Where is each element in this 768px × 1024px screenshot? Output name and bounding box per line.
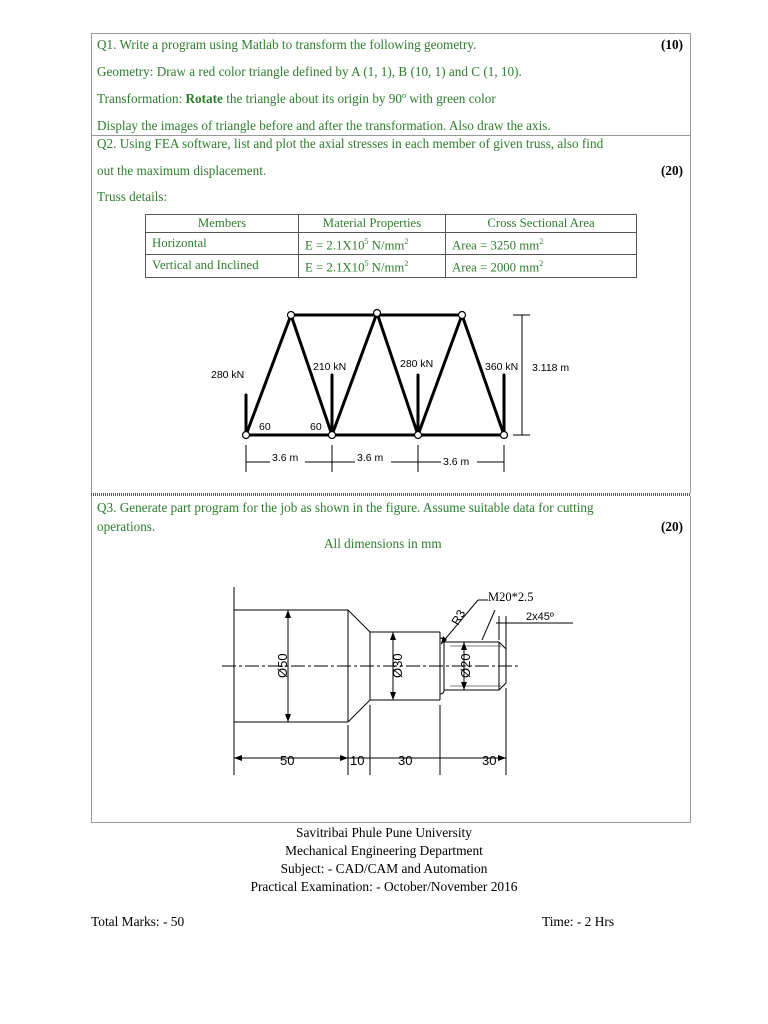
q2-divider (91, 493, 691, 496)
length-label: 10 (350, 753, 365, 768)
q1-marks: (10) (661, 37, 683, 52)
shaft-drawing (220, 580, 580, 780)
q1-line3: Transformation: Rotate the triangle about its origin by 90º with green color (97, 91, 496, 106)
height-label: 3.118 m (532, 362, 570, 374)
q2-line2: out the maximum displacement. (97, 163, 267, 178)
load-label: 280 kN (400, 358, 434, 370)
span-label: 3.6 m (443, 456, 470, 468)
thread-label: M20*2.5 (488, 590, 534, 604)
footer-subject: Subject: - CAD/CAM and Automation (280, 861, 488, 876)
table-cell: Area = 2000 $mm^2$ (446, 255, 637, 277)
table-row (146, 255, 637, 277)
q3-units-note: All dimensions in mm (324, 536, 442, 551)
table-header-row (146, 215, 637, 233)
q3-marks: (20) (661, 519, 683, 534)
table-header: Cross Sectional Area (446, 215, 637, 233)
footer-exam: Practical Examination: - October/November 2016 (250, 879, 518, 894)
q3-line2: operations. (97, 519, 156, 534)
table-cell: Area = 3250 $mm^2$ (446, 233, 637, 255)
truss-diagram (195, 300, 595, 480)
q3-line1: Q3. Generate part program for the job as shown in the figure. Assume suitable data for cutting (97, 500, 594, 515)
length-label: 50 (280, 753, 295, 768)
table-header: Material Properties (299, 215, 446, 233)
span-label: 3.6 m (272, 452, 299, 464)
diameter-label: Ø20 (458, 653, 473, 678)
table-row (146, 233, 637, 255)
diameter-label: Ø50 (275, 653, 290, 678)
exam-time: Time: - 2 Hrs (542, 914, 615, 929)
diameter-label: Ø30 (390, 653, 405, 678)
length-label: 30 (482, 753, 497, 768)
q2-line3: Truss details: (97, 189, 168, 204)
q1-line1: Q1. Write a program using Matlab to transform the following geometry. (97, 37, 477, 52)
footer-university: Savitribai Phule Pune University (296, 825, 472, 840)
chamfer-label: 2x45º (526, 611, 554, 623)
truss-details-table (145, 214, 637, 278)
load-label: 360 kN (485, 361, 519, 373)
total-marks: Total Marks: - 50 (91, 914, 185, 929)
q1-line2: Geometry: Draw a red color triangle defined by A (1, 1), B (10, 1) and C (1, 10). (97, 64, 522, 79)
load-label: 280 kN (211, 369, 245, 381)
radius-label: R3 (448, 607, 469, 628)
footer-department: Mechanical Engineering Department (285, 843, 483, 858)
angle-label: 60 (310, 421, 322, 433)
q2-marks: (20) (661, 163, 683, 178)
table-cell: $E = 2.1X10^5$ $N/mm^2$ (299, 255, 446, 277)
angle-label: 60 (259, 421, 271, 433)
q2-line1: Q2. Using FEA software, list and plot the axial stresses in each member of given truss, also find (97, 136, 604, 151)
table-cell: Horizontal (146, 233, 299, 255)
length-label: 30 (398, 753, 413, 768)
table-cell: Vertical and Inclined (146, 255, 299, 277)
table-header: Members (146, 215, 299, 233)
table-cell: $E = 2.1X10^5$ $N/mm^2$ (299, 233, 446, 255)
q1-line4: Display the images of triangle before and after the transformation. Also draw the axis. (97, 118, 551, 133)
span-label: 3.6 m (357, 452, 384, 464)
load-label: 210 kN (313, 361, 347, 373)
